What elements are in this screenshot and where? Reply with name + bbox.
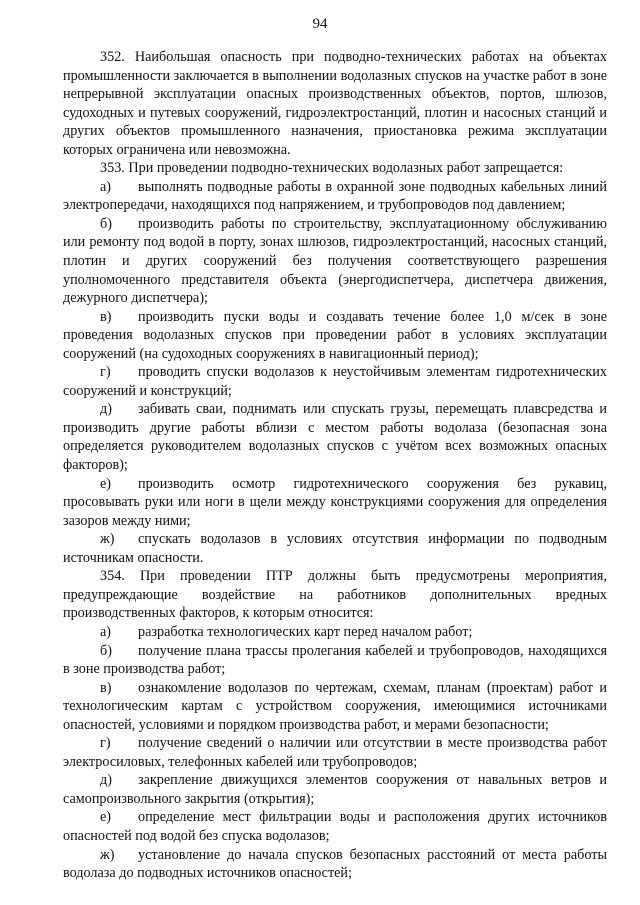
list-item-marker: г)	[100, 735, 111, 752]
list-item-marker: ж)	[100, 531, 115, 548]
list-item-marker: б)	[100, 642, 112, 659]
list-item-text: производить пуски воды и создавать течение более 1,0 м/сек в зоне проведения водолазных спусков при проведении работ в условиях эксплуатации сооружений (на судоходных сооружениях в навигационный период);	[63, 308, 607, 362]
paragraph-354: 354. При проведении ПТР должны быть предусмотрены мероприятия, предупреждающие воздействие на работников дополнительных вредных производственных факторов, к которым относится:	[63, 568, 607, 622]
list-item-text: разработка технологических карт перед началом работ;	[138, 623, 473, 640]
list-item	[63, 623, 607, 642]
list-item-marker: в)	[100, 308, 112, 325]
paragraph-353: 353. При проведении подводно-технических водолазных работ запрещается:	[100, 160, 564, 177]
list-item-marker: е)	[100, 475, 112, 492]
list-item-text: установление до начала спусков безопасных расстояний от места работы водолаза до подводных источников опасностей;	[63, 846, 607, 882]
list-item-text: ознакомление водолазов по чертежам, схемам, планам (проектам) работ и технологическим картам с устройством сооружения, имеющимися источниками опасностей, условиями и порядком производства работ, и мерами безопасности;	[63, 679, 607, 733]
list-item	[63, 734, 607, 771]
list-item	[63, 215, 607, 308]
list-item-marker: ж)	[100, 846, 115, 863]
list-item-text: получение сведений о наличии или отсутствии в месте производства работ электросиловых, телефонных кабелей или трубопроводов;	[63, 735, 607, 770]
list-354	[63, 623, 607, 883]
list-item	[63, 308, 607, 364]
list-353	[63, 178, 607, 567]
page-number: 94	[312, 16, 328, 32]
list-item-text: производить осмотр гидротехнического сооружения без рукавиц, просовывать руки или ноги в щели между конструкциями сооружения для определения зазоров между ними;	[63, 475, 607, 529]
paragraph-352: 352. Наибольшая опасность при подводно-технических работах на объектах промышленности заключается в выполнении водолазных спусков на участке работ в зоне непрерывной эксплуатации опасных производственных объектов, портов, шлюзов, судоходных и путевых сооружений, гидроэлектростанций, плотин и насосных станций и других объектов промышленного назначения, приостановка режима эксплуатации которых ограничена или невозможна.	[63, 49, 607, 158]
list-item	[63, 363, 607, 400]
list-item	[63, 178, 607, 215]
list-item	[63, 475, 607, 531]
list-item-text: получение плана трассы пролегания кабелей и трубопроводов, находящихся в зоне производства работ;	[63, 642, 607, 678]
list-item	[63, 846, 607, 883]
list-item-text: производить работы по строительству, эксплуатационному обслуживанию или ремонту под водой в порту, зонах шлюзов, гидроэлектростанций, насосных станций, плотин и других сооружений без получения соответствующего разрешения уполномоченного представителя объекта (энергодиспетчера, диспетчера движения, дежурного диспетчера);	[63, 215, 607, 307]
list-item-text: определение мест фильтрации воды и расположения других источников опасностей под водой без спуска водолазов;	[63, 809, 607, 844]
list-item-text: забивать сваи, поднимать или спускать грузы, перемещать плавсредства и производить другие работы вблизи с местом работы водолаза (безопасная зона определяется руководителем водолазных спусков с учётом всех возможных опасных факторов);	[63, 401, 607, 474]
list-item-marker: б)	[100, 215, 112, 232]
list-item-marker: д)	[100, 772, 112, 789]
list-item-text: закрепление движущихся элементов сооружения от навальных ветров и самопроизвольного закрытия (открытия);	[63, 772, 607, 807]
list-item-marker: а)	[100, 623, 112, 640]
list-item	[63, 642, 607, 679]
list-item-text: проводить спуски водолазов к неустойчивым элементам гидротехнических сооружений и конструкций;	[63, 364, 607, 399]
list-item	[63, 679, 607, 735]
list-item-marker: в)	[100, 679, 112, 696]
list-item-text: выполнять подводные работы в охранной зоне подводных кабельных линий электропередачи, находящихся под напряжением, и трубопроводов под давлением;	[63, 178, 607, 214]
list-item	[63, 808, 607, 845]
list-item	[63, 530, 607, 567]
list-item-marker: д)	[100, 401, 112, 418]
list-item-marker: г)	[100, 364, 111, 381]
list-item-text: спускать водолазов в условиях отсутствия информации по подводным источникам опасности.	[63, 531, 607, 566]
list-item-marker: а)	[100, 178, 112, 195]
list-item	[63, 400, 607, 474]
document-body	[63, 48, 607, 883]
list-item-marker: е)	[100, 809, 112, 826]
list-item	[63, 771, 607, 808]
